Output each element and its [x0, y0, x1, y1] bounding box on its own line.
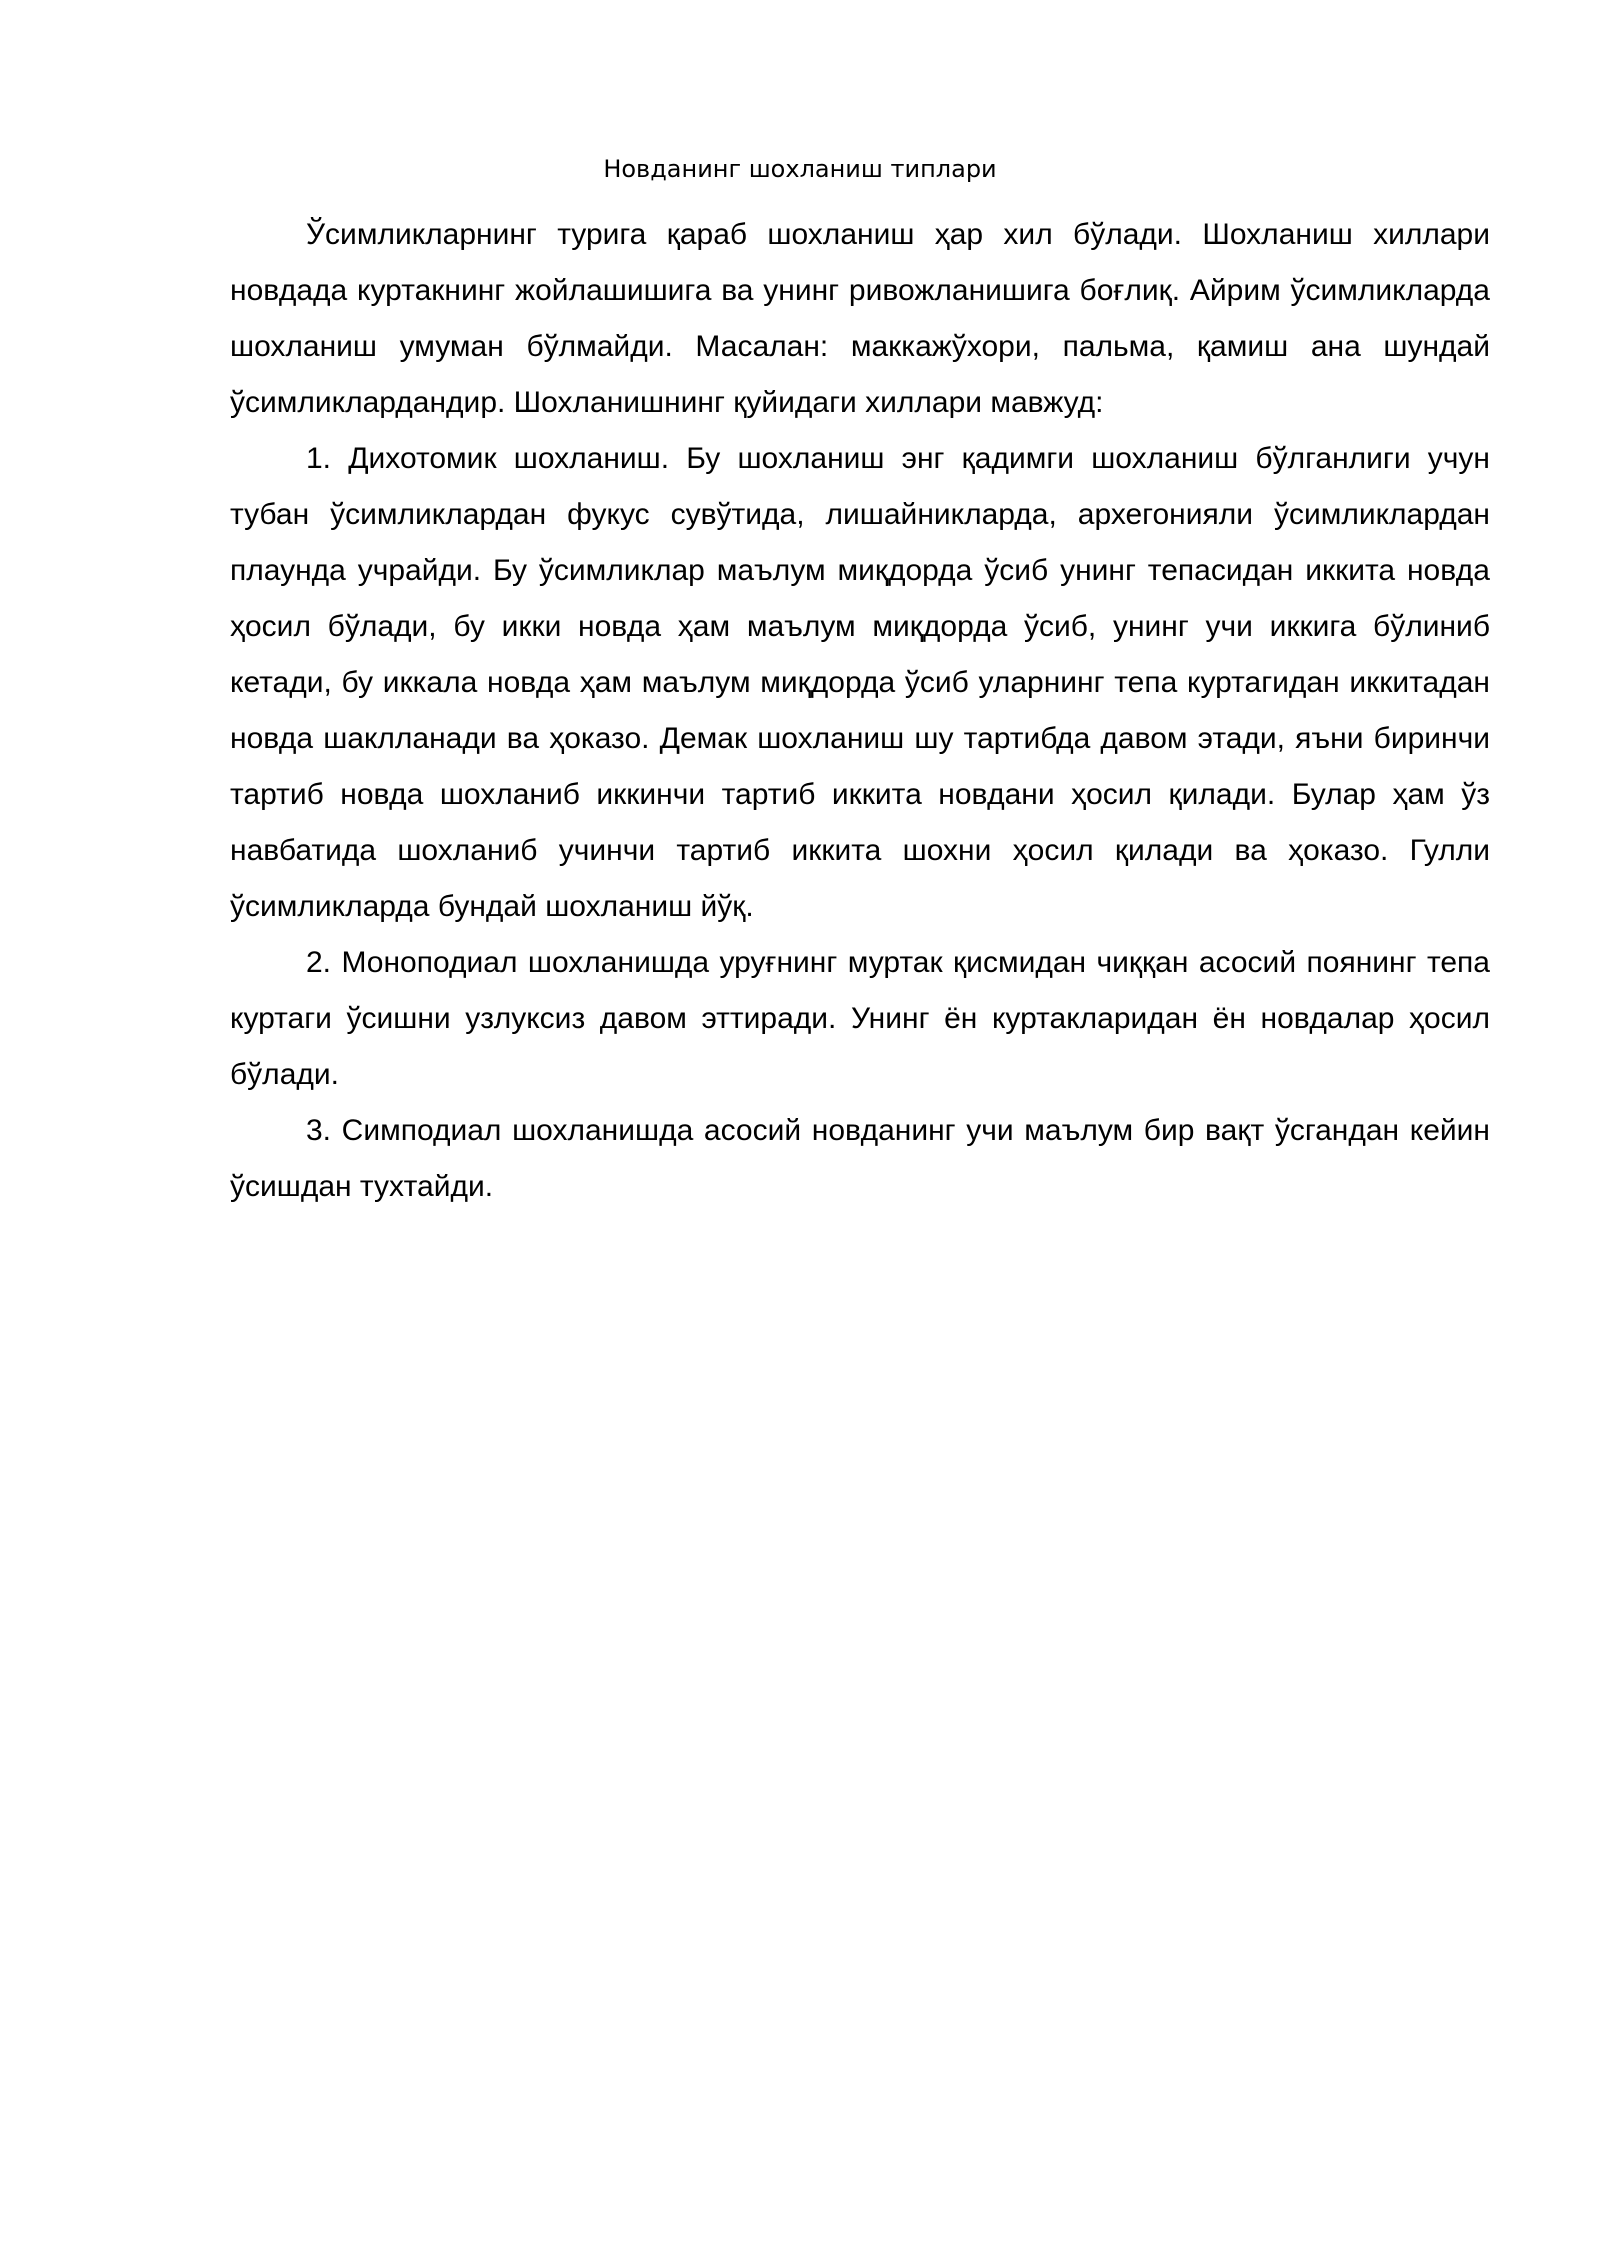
paragraph-intro: Ўсимликларнинг турига қараб шохланиш ҳар хил бўлади. Шохланиш хиллари новдада куртакнинг жойлашишига ва унинг ривожланишига боғлиқ. Айрим ўсимликларда шохланиш умуман бўлмайди. Масалан: маккажўхори, пальма, қамиш ана шундай ўсимликлардандир. Шохланишнинг қуйидаги хиллари мавжуд: — [230, 218, 1490, 419]
document-body — [230, 207, 1490, 1215]
paragraph-monopodial: 2. Моноподиал шохланишда уруғнинг муртак қисмидан чиққан асосий поянинг тепа куртаги ўсишни узлуксиз давом эттиради. Унинг ён куртакларидан ён новдалар ҳосил бўлади. — [230, 946, 1490, 1091]
document-title: Новданинг шохланиш типлари — [603, 155, 997, 183]
paragraph-sympodial: 3. Симподиал шохланишда асосий новданинг учи маълум бир вақт ўсгандан кейин ўсишдан тухтайди. — [230, 1114, 1490, 1203]
paragraph-dichotomous: 1. Дихотомик шохланиш. Бу шохланиш энг қадимги шохланиш бўлганлиги учун тубан ўсимликлардан фукус сувўтида, лишайникларда, архегонияли ўсимликлардан плаунда учрайди. Бу ўсимликлар маълум миқдорда ўсиб унинг тепасидан иккита новда ҳосил бўлади, бу икки новда ҳам маълум миқдорда ўсиб, унинг учи иккига бўлиниб кетади, бу иккала новда ҳам маълум миқдорда ўсиб уларнинг тепа куртагидан иккитадан новда шаклланади ва ҳоказо. Демак шохланиш шу тартибда давом этади, яъни биринчи тартиб новда шохланиб иккинчи тартиб иккита новдани ҳосил қилади. Булар ҳам ўз навбатида шохланиб учинчи тартиб иккита шохни ҳосил қилади ва ҳоказо. Гулли ўсимликларда бундай шохланиш йўқ. — [230, 442, 1490, 923]
